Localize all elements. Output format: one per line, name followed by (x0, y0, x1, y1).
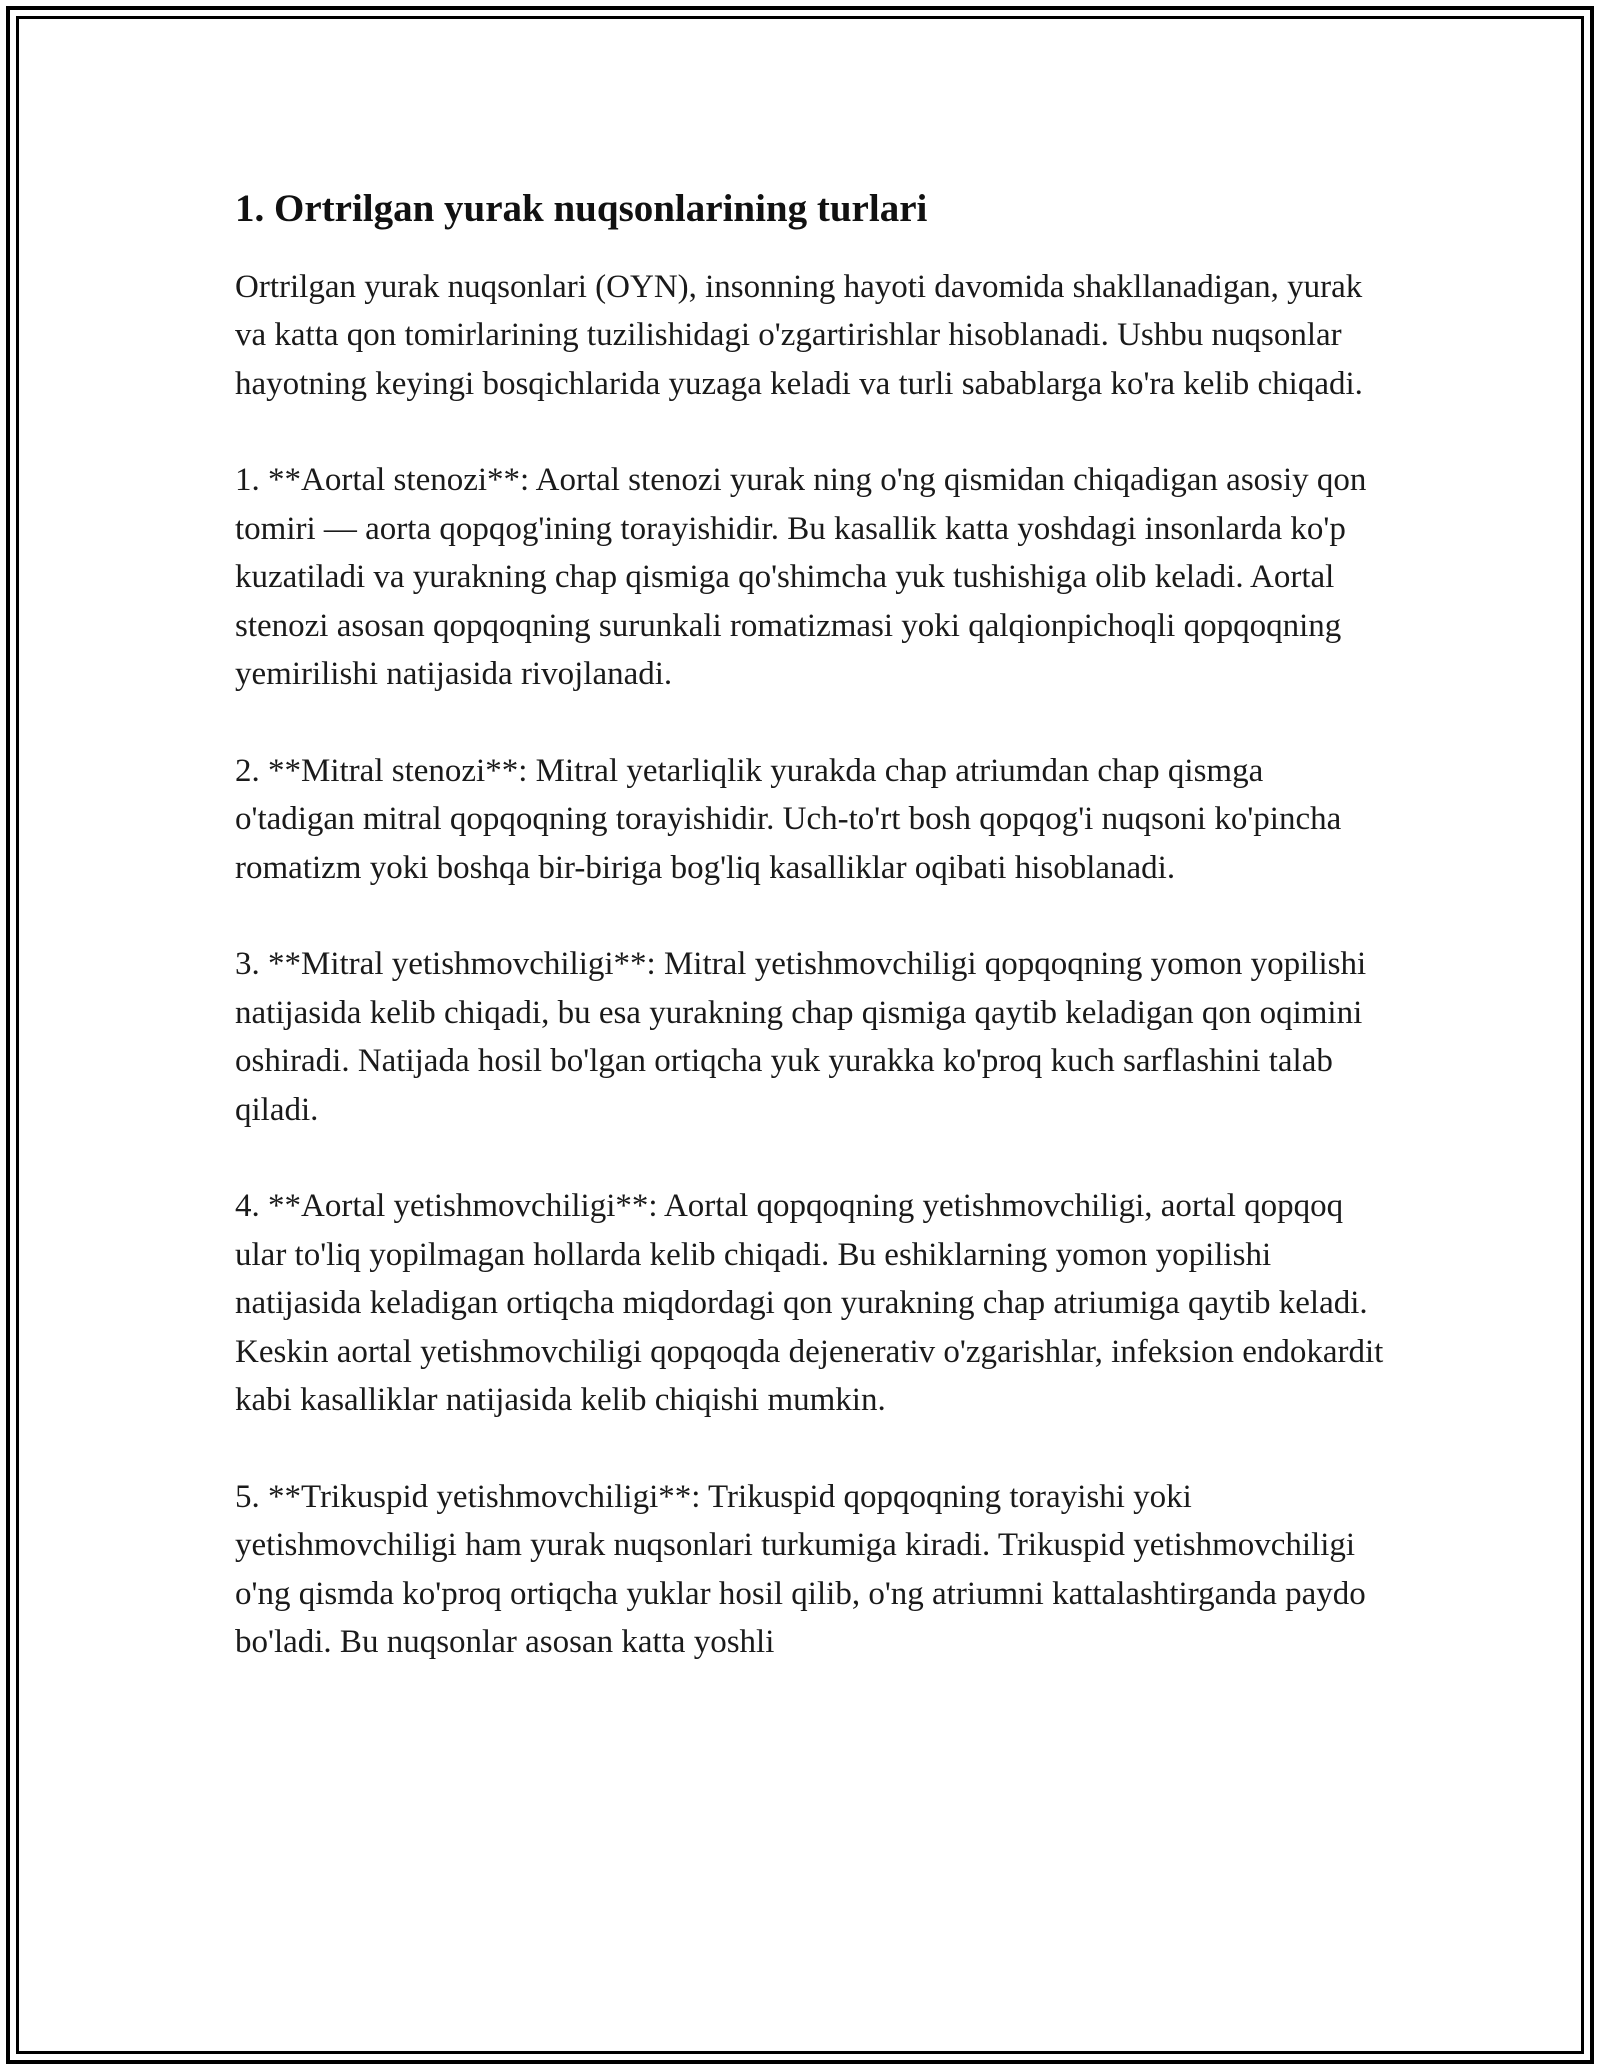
paragraph-trikuspid-yetishmovchiligi: 5. **Trikuspid yetishmovchiligi**: Trikuspid qopqoqning torayishi yoki yetishmovchiligi ham yurak nuqsonlari turkumiga kiradi. Trikuspid yetishmovchiligi o'ng qismda ko'proq ortiqcha yuklar hosil qilib, o'ng atriumni kattalashtirganda paydo bo'ladi. Bu nuqsonlar asosan katta yoshli (235, 1478, 1366, 1661)
paragraph-aortal-stenozi: 1. **Aortal stenozi**: Aortal stenozi yurak ning o'ng qismidan chiqadigan asosiy qon tomiri — aorta qopqog'ining torayishidir. Bu kasallik katta yoshdagi insonlarda ko'p kuzatiladi va yurakning chap qismiga qo'shimcha yuk tushishiga olib keladi. Aortal stenozi asosan qopqoqning surunkali romatizmasi yoki qalqionpichoqli qopqoqning yemirilishi natijasida rivojlanadi. (235, 462, 1367, 693)
paragraph-aortal-yetishmovchiligi: 4. **Aortal yetishmovchiligi**: Aortal qopqoqning yetishmovchiligi, aortal qopqoq ular to'liq yopilmagan hollarda kelib chiqadi. Bu eshiklarning yomon yopilishi natijasida keladigan ortiqcha miqdordagi qon yurakning chap atriumiga qaytib keladi. Keskin aortal yetishmovchiligi qopqoqda dejenerativ o'zgarishlar, infeksion endokardit kabi kasalliklar natijasida kelib chiqishi mumkin. (235, 1188, 1384, 1419)
intro-paragraph: Ortrilgan yurak nuqsonlari (OYN), insonning hayoti davomida shakllanadigan, yurak va katta qon tomirlarining tuzilishidagi o'zgartirishlar hisoblanadi. Ushbu nuqsonlar hayotning keyingi bosqichlarida yuzaga keladi va turli sabablarga ko'ra kelib chiqadi. (235, 268, 1363, 402)
paragraph-mitral-yetishmovchiligi: 3. **Mitral yetishmovchiligi**: Mitral yetishmovchiligi qopqoqning yomon yopilishi natijasida kelib chiqadi, bu esa yurakning chap qismiga qaytib keladigan qon oqimini oshiradi. Natijada hosil bo'lgan ortiqcha yuk yurakka ko'proq kuch sarflashini talab qiladi. (235, 946, 1367, 1128)
paragraph-mitral-stenozi: 2. **Mitral stenozi**: Mitral yetarliqlik yurakda chap atriumdan chap qismga o'tadigan mitral qopqoqning torayishidir. Uch-to'rt bosh qopqog'i nuqsoni ko'pincha romatizm yoki boshqa bir-biriga bog'liq kasalliklar oqibati hisoblanadi. (235, 752, 1342, 886)
document-body (235, 186, 1385, 1715)
document-title: 1. Ortrilgan yurak nuqsonlarining turlari (235, 187, 928, 230)
